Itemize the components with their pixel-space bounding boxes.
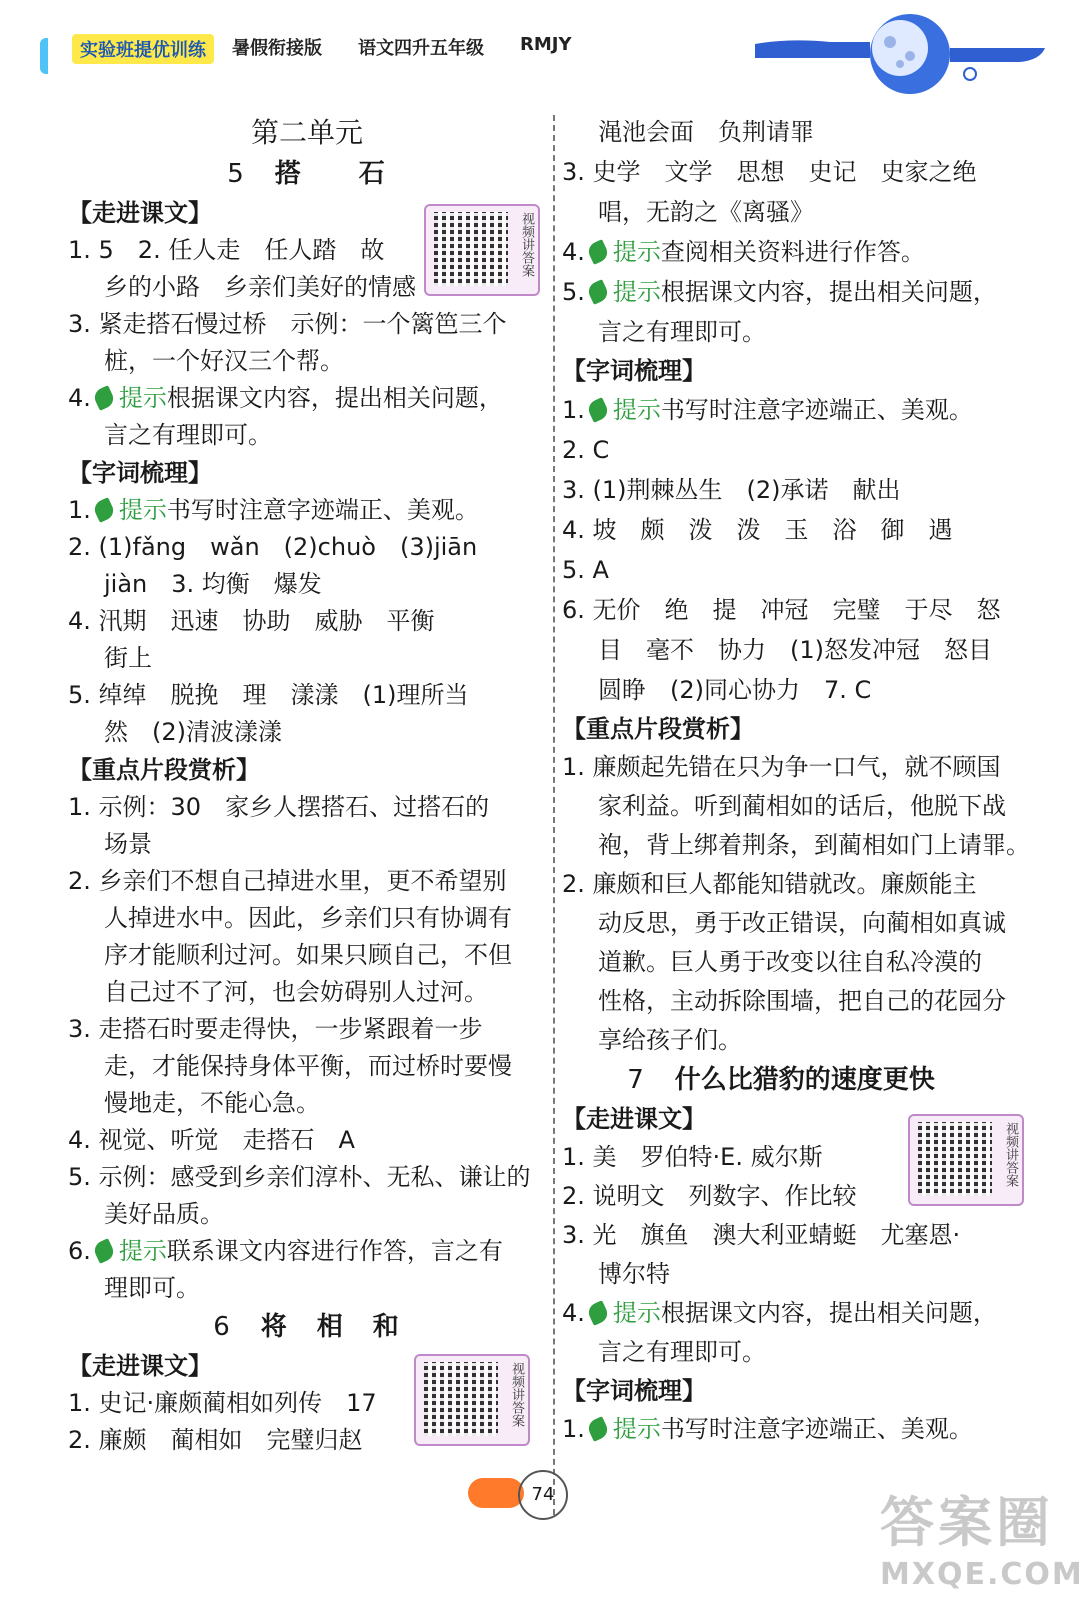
answer-line: 自己过不了河，也会妨碍别人过河。 bbox=[104, 978, 488, 1006]
leaf-icon bbox=[586, 239, 611, 265]
moon-astronaut-icon bbox=[750, 8, 1050, 98]
leaf-icon bbox=[586, 1300, 611, 1326]
section-heading-analysis: 【重点片段赏析】 bbox=[562, 715, 754, 743]
tip-label: 提示 bbox=[118, 1237, 167, 1265]
answer-line: 4. 汛期 迅速 协助 威胁 平衡 bbox=[68, 607, 435, 635]
answer-line: 唱，无韵之《离骚》 bbox=[598, 198, 814, 226]
answer-line: 桩，一个好汉三个帮。 bbox=[104, 347, 344, 375]
answer-line: 2. C bbox=[562, 436, 610, 464]
answer-line: 3. 光 旗鱼 澳大利亚蜻蜓 尤塞恩· bbox=[562, 1221, 961, 1249]
answer-line-tip bbox=[562, 232, 1040, 272]
watermark bbox=[880, 1480, 1084, 1592]
answer-line: 2. 廉颇和巨人都能知错就改。廉颇能主 bbox=[562, 870, 977, 898]
tip-text: 书写时注意字迹端正、美观。 bbox=[660, 1415, 973, 1443]
lesson-name: 将 相 和 bbox=[260, 1312, 401, 1342]
answer-line: 3. (1)荆棘丛生 (2)承诺 献出 bbox=[562, 476, 901, 504]
lesson-name: 什么比猎豹的速度更快 bbox=[674, 1065, 935, 1095]
item-number: 4. bbox=[562, 238, 585, 266]
answer-line: 2. 廉颇 蔺相如 完璧归赵 bbox=[68, 1426, 363, 1454]
answer-line: 1. 史记·廉颇蔺相如列传 17 bbox=[68, 1389, 377, 1417]
tip-label: 提示 bbox=[612, 396, 661, 424]
leaf-icon bbox=[586, 279, 611, 305]
answer-line: 乡的小路 乡亲们美好的情感 bbox=[104, 273, 416, 301]
lesson-5-title bbox=[68, 154, 546, 194]
lesson-number: 7 bbox=[627, 1065, 646, 1095]
lesson-7-title bbox=[562, 1060, 1040, 1100]
answer-line: 言之有理即可。 bbox=[104, 421, 272, 449]
qr-code-icon bbox=[434, 212, 508, 286]
watermark-logo: 答案圈 bbox=[880, 1491, 1054, 1554]
answer-line-tip bbox=[562, 1410, 1040, 1449]
answer-line: 1. 5 2. 任人走 任人踏 故 bbox=[68, 236, 385, 264]
tip-text: 书写时注意字迹端正、美观。 bbox=[660, 396, 973, 424]
answer-line-tip bbox=[68, 1233, 546, 1270]
answer-line: 街上 bbox=[104, 644, 152, 672]
section-heading-analysis: 【重点片段赏析】 bbox=[68, 756, 260, 784]
tip-label: 提示 bbox=[612, 278, 661, 306]
leaf-icon bbox=[586, 397, 611, 423]
answer-line: 场景 bbox=[104, 830, 152, 858]
answer-line: 享给孩子们。 bbox=[598, 1026, 742, 1054]
tip-text: 查阅相关资料进行作答。 bbox=[660, 238, 925, 266]
leaf-icon bbox=[92, 1238, 117, 1264]
tip-label: 提示 bbox=[118, 496, 167, 524]
qr-code-icon bbox=[424, 1362, 498, 1436]
item-number: 1. bbox=[562, 1415, 585, 1443]
tip-text: 根据课文内容，提出相关问题， bbox=[660, 1299, 997, 1327]
section-heading-intro: 【走进课文】 bbox=[68, 1352, 212, 1380]
answer-line-tip bbox=[68, 492, 546, 529]
section-heading-intro: 【走进课文】 bbox=[68, 199, 212, 227]
lesson-number: 5 bbox=[227, 159, 246, 189]
tip-label: 提示 bbox=[612, 1415, 661, 1443]
submarine-icon bbox=[468, 1478, 524, 1508]
answer-line: 3. 紧走搭石慢过桥 示例：一个篱笆三个 bbox=[68, 310, 507, 338]
item-number: 4. bbox=[562, 1299, 585, 1327]
item-number: 5. bbox=[562, 278, 585, 306]
answer-line: 道歉。巨人勇于改变以往自私冷漠的 bbox=[598, 948, 982, 976]
answer-line: 人掉进水中。因此，乡亲们只有协调有 bbox=[104, 904, 512, 932]
lesson-name: 搭 石 bbox=[274, 159, 387, 189]
tip-label: 提示 bbox=[612, 1299, 661, 1327]
answer-line-tip bbox=[562, 390, 1040, 430]
tip-label: 提示 bbox=[612, 238, 661, 266]
section-heading-intro: 【走进课文】 bbox=[562, 1105, 706, 1133]
answer-line: 5. 绰绰 脱挽 理 漾漾 (1)理所当 bbox=[68, 681, 469, 709]
item-number: 4. bbox=[68, 384, 91, 412]
leaf-icon bbox=[92, 497, 117, 523]
answer-line: 博尔特 bbox=[598, 1260, 670, 1288]
watermark-url: MXQE.COM bbox=[880, 1557, 1084, 1592]
answer-line-tip bbox=[68, 380, 546, 417]
page-footer bbox=[468, 1464, 588, 1524]
tip-label: 提示 bbox=[118, 384, 167, 412]
qr-label: 视频讲答案 bbox=[1003, 1122, 1018, 1187]
answer-line: jiàn 3. 均衡 爆发 bbox=[104, 570, 322, 598]
answer-line: 圆睁 (2)同心协力 7. C bbox=[598, 676, 872, 704]
section-heading-words: 【字词梳理】 bbox=[562, 1377, 706, 1405]
item-number: 1. bbox=[68, 496, 91, 524]
answer-line: 目 毫不 协力 (1)怒发冲冠 怒目 bbox=[598, 636, 992, 664]
answer-line: 5. 示例：感受到乡亲们淳朴、无私、谦让的 bbox=[68, 1163, 531, 1191]
answer-line: 2. (1)fǎng wǎn (2)chuò (3)jiān bbox=[68, 533, 478, 561]
item-number: 1. bbox=[562, 396, 585, 424]
answer-line-tip bbox=[562, 1294, 1040, 1333]
answer-line: 袍，背上绑着荆条，到蔺相如门上请罪。 bbox=[598, 831, 1030, 859]
answer-line: 走，才能保持身体平衡，而过桥时要慢 bbox=[104, 1052, 512, 1080]
video-answer-qr-code[interactable] bbox=[414, 1354, 530, 1446]
qr-label: 视频讲答案 bbox=[519, 212, 534, 277]
answer-line: 理即可。 bbox=[104, 1274, 200, 1302]
answer-line: 性格，主动拆除围墙，把自己的花园分 bbox=[598, 987, 1006, 1015]
tip-text: 书写时注意字迹端正、美观。 bbox=[166, 496, 479, 524]
answer-line: 家利益。听到蔺相如的话后，他脱下战 bbox=[598, 792, 1006, 820]
subject-label: 语文四升五年级 bbox=[358, 38, 484, 59]
answer-line: 5. A bbox=[562, 556, 609, 584]
answer-line: 1. 廉颇起先错在只为争一口气，就不顾国 bbox=[562, 753, 1001, 781]
answer-line: 3. 史学 文学 思想 史记 史家之绝 bbox=[562, 158, 977, 186]
tip-text: 根据课文内容，提出相关问题， bbox=[660, 278, 997, 306]
answer-line: 2. 说明文 列数字、作比较 bbox=[562, 1182, 857, 1210]
answer-line: 慢地走，不能心急。 bbox=[104, 1089, 320, 1117]
section-heading-words: 【字词梳理】 bbox=[68, 459, 212, 487]
answer-line: 4. 坡 颇 泼 泼 玉 浴 御 遇 bbox=[562, 516, 953, 544]
column-divider bbox=[553, 115, 555, 1515]
lesson-6-title bbox=[68, 1307, 546, 1347]
section-heading-words: 【字词梳理】 bbox=[562, 357, 706, 385]
answer-line: 3. 走搭石时要走得快，一步紧跟着一步 bbox=[68, 1015, 483, 1043]
unit-title: 第二单元 bbox=[250, 116, 363, 149]
right-column bbox=[562, 112, 1040, 1449]
publisher-label: RMJY bbox=[520, 34, 572, 55]
answer-line: 言之有理即可。 bbox=[598, 318, 766, 346]
leaf-icon bbox=[92, 385, 117, 411]
series-title: 实验班提优训练 bbox=[72, 34, 214, 64]
answer-line: 4. 视觉、听觉 走搭石 A bbox=[68, 1126, 355, 1154]
answer-line: 渑池会面 负荆请罪 bbox=[598, 118, 814, 146]
answer-line: 1. 美 罗伯特·E. 威尔斯 bbox=[562, 1143, 823, 1171]
tip-text: 根据课文内容，提出相关问题， bbox=[166, 384, 503, 412]
answer-line: 然 (2)清波漾漾 bbox=[104, 718, 282, 746]
tip-text: 联系课文内容进行作答，言之有 bbox=[166, 1237, 503, 1265]
video-answer-qr-code[interactable] bbox=[424, 204, 540, 296]
page-number: 74 bbox=[518, 1470, 568, 1520]
page-header bbox=[0, 0, 1091, 100]
lesson-number: 6 bbox=[213, 1312, 232, 1342]
edition-label: 暑假衔接版 bbox=[232, 38, 322, 59]
answer-line: 美好品质。 bbox=[104, 1200, 224, 1228]
answer-line: 序才能顺利过河。如果只顾自己，不但 bbox=[104, 941, 512, 969]
answer-line: 言之有理即可。 bbox=[598, 1338, 766, 1366]
answer-line: 1. 示例：30 家乡人摆搭石、过搭石的 bbox=[68, 793, 490, 821]
answer-line: 2. 乡亲们不想自己掉进水里，更不希望别 bbox=[68, 867, 507, 895]
leaf-icon bbox=[586, 1416, 611, 1442]
answer-line: 6. 无价 绝 提 冲冠 完璧 于尽 怒 bbox=[562, 596, 1001, 624]
left-column bbox=[68, 112, 546, 1459]
answer-line-tip bbox=[562, 272, 1040, 312]
qr-label: 视频讲答案 bbox=[509, 1362, 524, 1427]
answer-line: 动反思，勇于改正错误，向蔺相如真诚 bbox=[598, 909, 1006, 937]
item-number: 6. bbox=[68, 1237, 91, 1265]
